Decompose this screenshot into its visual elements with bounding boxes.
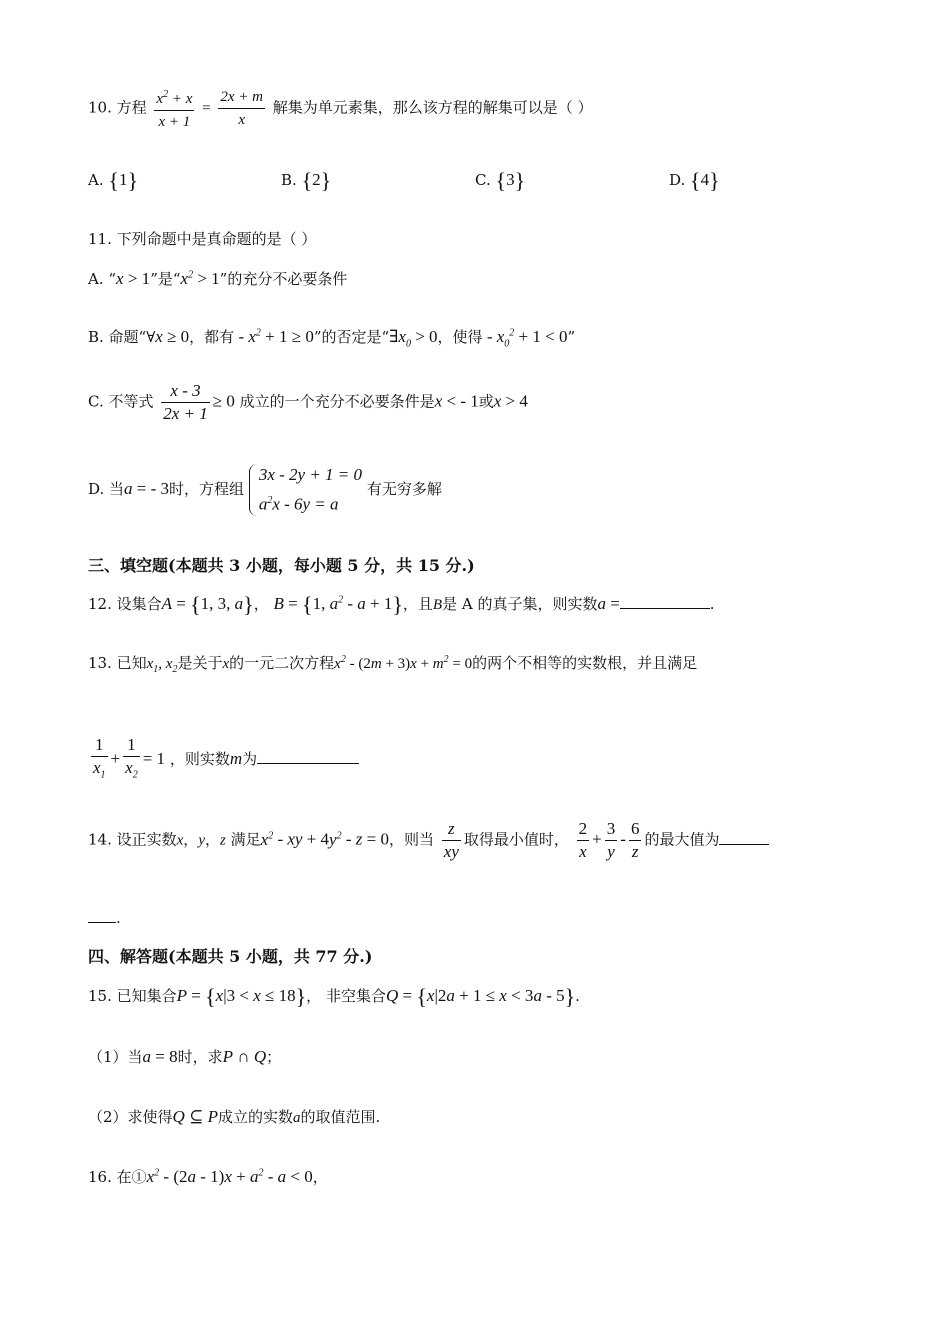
q15-part-1: （1）当a = 8时，求P ∩ Q； [88, 1047, 282, 1066]
q10-fraction-right: $\frac{2x + m}{x}$ [218, 86, 265, 131]
q13-condition: $\frac{1}{x_1}$ + $\frac{1}{x_2}$ = 1 ，则实数m为 [88, 734, 359, 786]
q12-answer-blank [620, 594, 710, 609]
q15-part-2: （2）求使得Q ⊆ P成立的实数a的取值范围. [88, 1107, 381, 1126]
q15-stem: 15. 已知集合P = {x|3 < x ≤ 18}， 非空集合Q = {x|2a + 1 ≤ x < 3a - 5}. [88, 984, 580, 1009]
q11-stem: 11. 下列命题中是真命题的是（ ） [88, 230, 317, 248]
q14-stem: 14. 设正实数x，y，z 满足$x^2$ - xy + $4y^2 - z = 0$，则当 $\frac{z}{xy}$ 取得最小值时， $\frac{2}{x}$ + $\frac{3}{y}$ - $\frac{6}{z}$ 的最大值为 [88, 818, 769, 863]
q16-stem: 16. 在$①x^2 - (2a - 1)x + a^2 - a < 0$， [88, 1167, 328, 1186]
q13-answer-blank [257, 749, 359, 764]
q11c-fraction: $\frac{x - 3}{2x + 1}$ [163, 381, 208, 423]
q11d-equation-system: 3x - 2y + 1 = 0 $a^2x - 6y = a$ [249, 462, 362, 518]
q11-option-b: B. 命题“∀x ≥ 0，都有 - $x^2 + 1 \ge 0$”的否定是“$\exists x_0 > 0$，使得 - $x_0^2 + 1 < 0$” [88, 327, 576, 350]
q13-stem: 13. 已知$x_1$, $x_2$是关于x的一元二次方程$x^2 - (2m + 3)x + m^2 = 0$的两个不相等的实数根，并且满足 [88, 654, 698, 675]
q10-option-c: C. {3} [475, 168, 526, 193]
q10-option-a: A. {1} [88, 168, 139, 193]
q11-option-a: A. “x > 1”是“$x^2 > 1$”的充分不必要条件 [88, 269, 348, 288]
q10-stem: 10. 方程 $\frac{x^2 + x}{x + 1}$ = $\frac{2x + m}{x}$ 解集为单元素集，那么该方程的解集可以是（ ） [88, 84, 593, 133]
q10-option-d: D. {4} [669, 168, 720, 193]
section-3-heading: 三、填空题(本题共 3 小题，每小题 5 分，共 15 分.) [88, 556, 475, 575]
q10-option-b: B. {2} [281, 168, 332, 193]
q11-option-c: C. 不等式 $\frac{x - 3}{2x + 1}$ ≥ 0 成立的一个充分不必要条件是x < - 1或x > 4 [88, 381, 528, 423]
q12-stem: 12. 设集合A = {1, 3, a}， B = {1, $a^2 - a + 1$}，且B是 A 的真子集，则实数a = . [88, 592, 715, 617]
q11-option-d: D. 当a = - 3时，方程组 3x - 2y + 1 = 0 $a^2x - 6y = a$ 有无穷多解 [88, 462, 442, 518]
q14-blank-continuation: . [88, 908, 121, 927]
section-4-heading: 四、解答题(本题共 5 小题，共 77 分.) [88, 947, 373, 966]
q14-answer-blank [719, 830, 769, 845]
q10-fraction-left: $\frac{x^2 + x}{x + 1}$ [154, 84, 194, 133]
